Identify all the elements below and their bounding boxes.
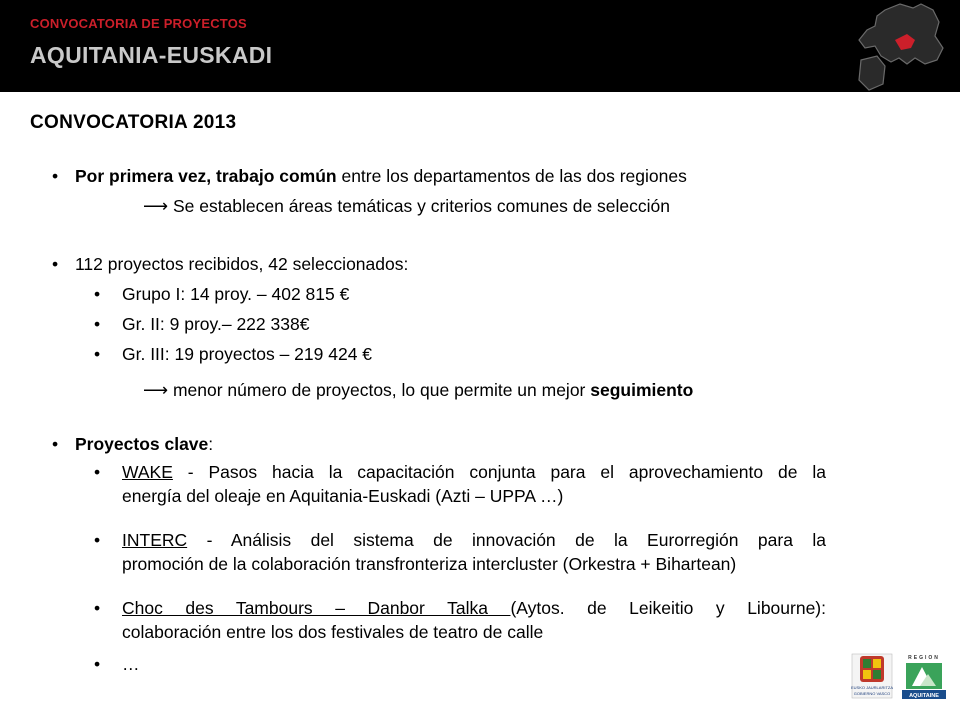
bullet-text-3 — [75, 432, 213, 456]
sub-bullet: • — [94, 284, 101, 304]
project-line — [122, 528, 826, 552]
bullet-text-1 — [75, 164, 687, 188]
sub-bullet: • — [94, 530, 101, 550]
arrow-text: ⟶ menor número de proyectos, lo que permite un mejor — [143, 380, 591, 400]
aquitaine-label: AQUITAINE — [909, 693, 939, 699]
bold-phrase: Por primera vez, trabajo común — [75, 166, 337, 186]
bullet: • — [52, 166, 59, 186]
sub-item: Gr. III: 19 proyectos – 219 424 € — [122, 344, 373, 364]
project-line — [122, 460, 826, 484]
gobierno-vasco-logo — [851, 654, 893, 698]
project-line — [122, 596, 826, 620]
colon: : — [208, 434, 214, 454]
project-interc — [122, 528, 826, 576]
project-line: energía del oleaje en Aquitania-Euskadi (Azti – UPPA …) — [122, 486, 564, 506]
header-title: AQUITANIA-EUSKADI — [30, 42, 273, 68]
ellipsis: … — [122, 654, 140, 674]
region-aquitaine-logo — [902, 655, 946, 699]
arrow-line-1: ⟶ Se establecen áreas temáticas y criterios comunes de selección — [143, 196, 670, 216]
project-wake — [122, 460, 826, 508]
sub-bullet: • — [94, 598, 101, 618]
bullet: • — [52, 434, 59, 454]
project-name: WAKE — [122, 462, 173, 482]
bold-phrase: Proyectos clave — [75, 434, 209, 454]
sub-bullet: • — [94, 462, 101, 482]
text-rest: entre los departamentos de las dos regiones — [336, 166, 687, 186]
sub-bullet: • — [94, 654, 101, 674]
bullet: • — [52, 254, 59, 274]
gobierno-label: GOBIERNO VASCO — [853, 691, 891, 696]
header-kicker: CONVOCATORIA DE PROYECTOS — [30, 16, 247, 31]
sub-bullet: • — [94, 344, 101, 364]
bullet-text-2: 112 proyectos recibidos, 42 seleccionados: — [75, 254, 409, 274]
arrow-bold: seguimiento — [590, 380, 694, 400]
project-name: INTERC — [122, 530, 188, 550]
sub-item: Grupo I: 14 proy. – 402 815 € — [122, 284, 350, 304]
project-line: promoción de la colaboración transfronteriza intercluster (Orkestra + Bihartean) — [122, 554, 737, 574]
eusko-label: EUSKO JAURLARITZA — [850, 685, 894, 690]
project-choc — [122, 596, 826, 644]
region-label: REGION — [908, 655, 940, 661]
project-line: colaboración entre los dos festivales de teatro de calle — [122, 622, 544, 642]
sub-item: Gr. II: 9 proy.– 222 338€ — [122, 314, 310, 334]
project-desc: - Pasos hacia la capacitación conjunta para el aprovechamiento de la — [172, 462, 826, 482]
section-title: CONVOCATORIA 2013 — [30, 112, 237, 133]
project-desc: - Análisis del sistema de innovación de la Eurorregión para la — [187, 530, 826, 550]
sub-bullet: • — [94, 314, 101, 334]
project-name: Choc des Tambours – Danbor Talka — [122, 598, 511, 618]
logos — [850, 652, 950, 700]
project-desc: (Aytos. de Leikeitio y Libourne): — [510, 598, 826, 618]
arrow-line-2 — [143, 378, 693, 402]
